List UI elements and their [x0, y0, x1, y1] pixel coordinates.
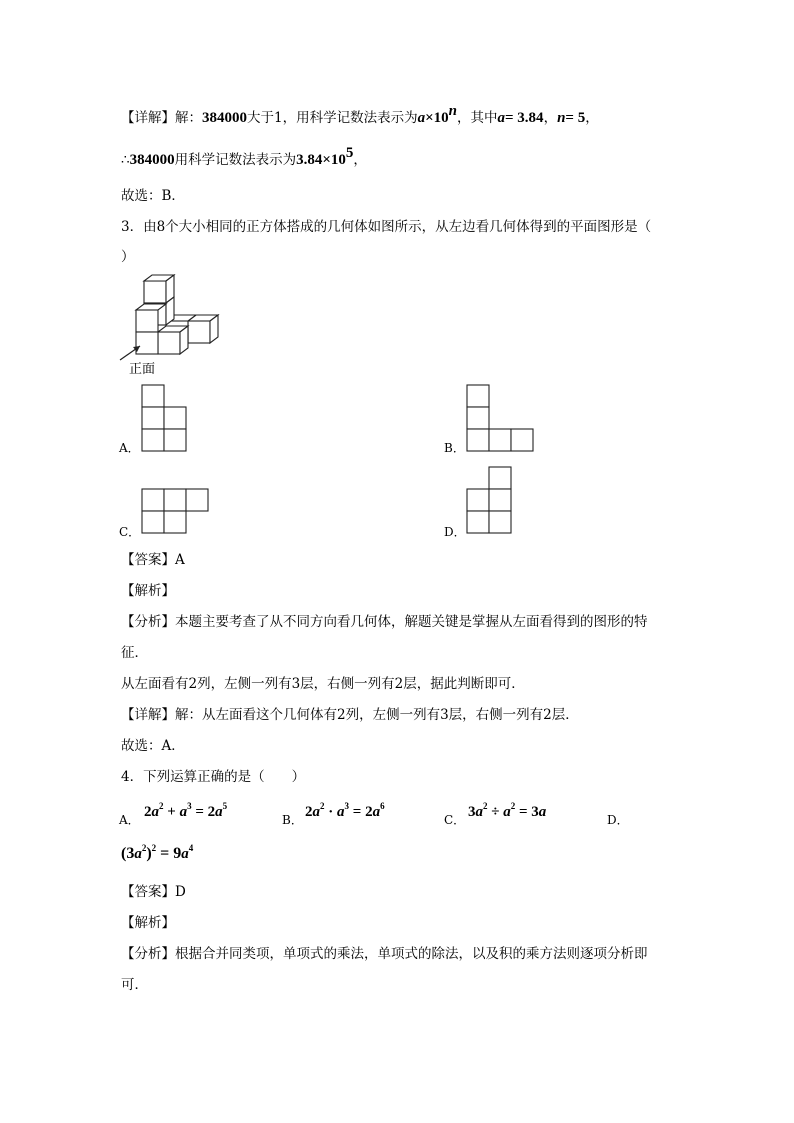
line-end: ， [585, 110, 599, 126]
q4-stem: 4．下列运算正确的是（ ） [121, 769, 306, 785]
detail-text: 大于1，用科学记数法表示为 [247, 110, 418, 126]
q3-option-b-figure [466, 384, 536, 452]
q2-conclusion-line [121, 145, 367, 169]
q3-option-a-figure [141, 384, 189, 452]
q3-analysis-line1: 【分析】本题主要考查了从不同方向看几何体，解题关键是掌握从左面看得到的图形的特 [121, 614, 648, 630]
n-symbol: n [557, 110, 566, 126]
q4-option-b-formula: $2a^2 \cdot a^3 = 2a^6$ [305, 801, 385, 820]
n-value: = 5 [565, 110, 586, 126]
detail-where: ，其中 [457, 110, 498, 126]
result-value: 3.84×10 [296, 152, 346, 168]
formula-a: a [417, 110, 426, 126]
q3-option-d-figure [466, 466, 514, 536]
formula-exponent-n: n [448, 103, 457, 119]
line-end: ， [353, 152, 367, 168]
number-384000: 384000 [129, 152, 175, 168]
q3-option-b-label: B． [444, 441, 465, 455]
therefore-symbol: ∴ [121, 152, 130, 168]
q3-option-c-figure [141, 488, 211, 535]
q3-detail: 【详解】解：从左面看这个几何体有2列，左侧一列有3层，右侧一列有2层． [121, 707, 579, 723]
a-value: = 3.84 [505, 110, 544, 126]
q3-stem-line1: 3．由8个大小相同的正方体搭成的几何体如图所示，从左边看几何体得到的平面图形是（ [121, 219, 652, 235]
q2-detail-line [121, 103, 599, 127]
number-384000: 384000 [202, 110, 247, 126]
q3-option-c-label: C． [119, 525, 141, 539]
result-exponent: 5 [345, 145, 354, 161]
q4-analysis-line2: 可． [121, 977, 148, 993]
q3-analysis-line2: 征． [121, 645, 148, 661]
q3-choice: 故选：A． [121, 738, 185, 754]
cube-stack-figure [116, 272, 224, 362]
q4-answer: 【答案】D [121, 884, 186, 900]
q3-answer: 【答案】A [121, 552, 185, 568]
q3-stem-line2: ） [121, 249, 135, 265]
q4-option-c-label: C． [444, 813, 466, 827]
q4-option-d-label: D． [607, 813, 629, 827]
separator: ， [543, 110, 558, 126]
q3-option-a-label: A． [119, 441, 140, 455]
q2-choice: 故选：B． [121, 188, 185, 204]
q4-option-a-formula: $2a^2 + a^3 = 2a^5$ [144, 801, 228, 820]
q4-analysis-line1: 【分析】根据合并同类项，单项式的乘法，单项式的除法，以及积的乘方法则逐项分析即 [121, 946, 648, 962]
q4-option-b-label: B． [282, 813, 303, 827]
q4-option-a-label: A． [119, 813, 140, 827]
conclusion-text: 用科学记数法表示为 [174, 152, 297, 168]
q4-option-c-formula: $3a^2 \div a^2 = 3a$ [468, 801, 547, 820]
q4-option-d-formula: $(3a^2)^2 = 9a^4$ [121, 843, 194, 862]
q3-analysis-line3: 从左面看有2列，左侧一列有3层，右侧一列有2层，据此判断即可． [121, 676, 525, 692]
q4-analysis-title: 【解析】 [121, 915, 175, 931]
front-label: 正面 [129, 362, 156, 377]
a-symbol: a [497, 110, 505, 126]
q3-analysis-title: 【解析】 [121, 583, 175, 599]
q3-option-d-label: D． [444, 525, 466, 539]
formula-times-ten: ×10 [425, 110, 449, 126]
detail-prefix: 【详解】解： [121, 110, 202, 126]
